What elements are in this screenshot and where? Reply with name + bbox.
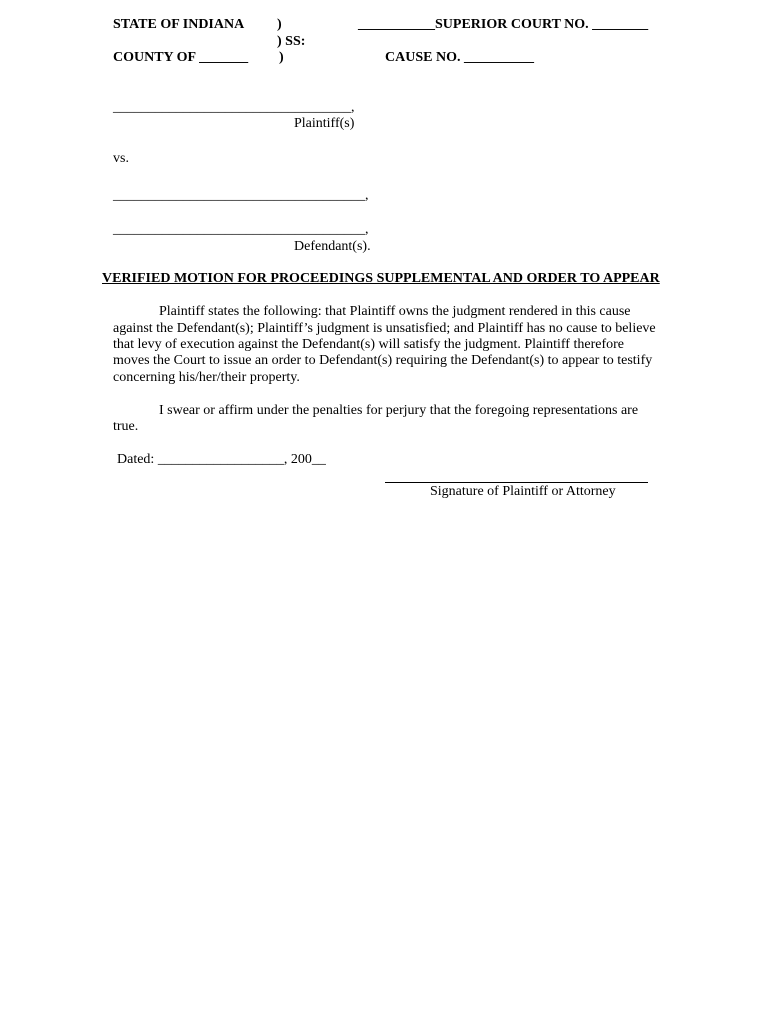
county-field: COUNTY OF _______ [113,50,249,65]
plaintiff-label: Plaintiff(s) [294,116,355,131]
caption-paren-1: ) [277,17,282,32]
dated-field: Dated: __________________, 200__ [117,452,326,467]
court-number-field: ___________SUPERIOR COURT NO. ________ [358,17,649,32]
defendant-name-line-2: ____________________________________, [113,222,369,237]
document-title: VERIFIED MOTION FOR PROCEEDINGS SUPPLEMENTAL AND ORDER TO APPEAR [102,271,660,286]
state-label: STATE OF INDIANA [113,17,245,32]
body-line-3: that levy of execution against the Defendant(s) will satisfy the judgment. Plaintiff therefore [113,337,624,352]
affirmation-line-1: I swear or affirm under the penalties for perjury that the foregoing representations are [159,403,639,418]
body-line-1: Plaintiff states the following: that Plaintiff owns the judgment rendered in this cause [159,304,631,319]
defendant-name-line-1: ____________________________________, [113,188,369,203]
plaintiff-name-line: __________________________________, [113,100,355,115]
affirmation-line-2: true. [113,419,139,434]
caption-paren-3: ) [279,50,284,65]
signature-line [385,482,648,483]
body-line-5: concerning his/her/their property. [113,370,300,385]
ss-label: ) SS: [277,34,306,49]
signature-label: Signature of Plaintiff or Attorney [430,484,616,499]
body-line-2: against the Defendant(s); Plaintiff’s judgment is unsatisfied; and Plaintiff has no cause to believe [113,321,656,336]
cause-number-field: CAUSE NO. __________ [385,50,534,65]
versus-label: vs. [113,151,129,166]
body-line-4: moves the Court to issue an order to Defendant(s) requiring the Defendant(s) to appear to testify [113,353,653,368]
defendant-label: Defendant(s). [294,239,371,254]
